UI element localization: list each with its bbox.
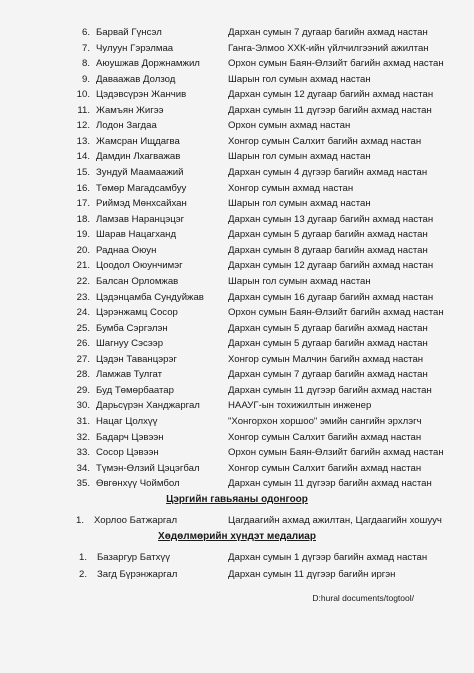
list-item	[0, 290, 474, 305]
list-item	[0, 25, 474, 40]
item-number: 30.	[76, 400, 90, 412]
list-item	[0, 445, 474, 460]
person-description: Хонгор сумын Салхит багийн ахмад настан	[228, 431, 422, 443]
item-number: 10.	[76, 89, 90, 101]
list-item	[0, 398, 474, 413]
item-number: 20.	[76, 244, 90, 256]
section-heading-labor: Хөдөлмөрийн хүндэт медалиар	[158, 531, 316, 542]
list-item	[0, 41, 474, 56]
item-number: 6.	[81, 27, 90, 38]
person-name: Түмэн-Өлзий Цэцэгбал	[96, 462, 200, 474]
list-item	[0, 305, 474, 320]
list-item	[0, 352, 474, 367]
item-number: 32.	[76, 431, 90, 443]
item-number: 17.	[76, 198, 90, 210]
list-item	[0, 336, 474, 351]
item-number: 29.	[76, 384, 90, 396]
person-name: Даваажав Долзод	[96, 73, 176, 85]
item-number: 24.	[76, 307, 90, 319]
item-number: 19.	[76, 229, 90, 241]
person-name: Барвай Гүнсэл	[96, 27, 162, 38]
person-description: Дархан сумын 11 дүгээр багийн ахмад настан	[228, 384, 432, 396]
item-number: 23.	[76, 291, 90, 303]
list-item	[0, 461, 474, 476]
person-description: Шарын гол сумын ахмад настан	[228, 151, 371, 163]
person-description: Дархан сумын 8 дугаар багийн ахмад настан	[228, 244, 428, 256]
person-name: Чулуун Гэрэлмаа	[96, 42, 174, 54]
list-item	[0, 321, 474, 336]
person-description: Дархан сумын 5 дугаар багийн ахмад настан	[228, 338, 428, 350]
person-description: Орхон сумын Баян-Өлзийт багийн ахмад настан	[228, 307, 444, 319]
list-item	[0, 227, 474, 242]
person-description: Дархан сумын 13 дугаар багийн ахмад настан	[228, 213, 434, 225]
list-item	[0, 550, 474, 565]
person-description: Дархан сумын 4 дүгээр багийн ахмад настан	[228, 167, 428, 179]
list-item	[0, 72, 474, 87]
list-item	[0, 274, 474, 289]
person-name: Цэрэнжамц Сосор	[96, 307, 178, 319]
person-description: Хонгор сумын Салхит багийн ахмад настан	[228, 462, 422, 474]
item-number: 13.	[76, 135, 90, 147]
person-description: Дархан сумын 16 дугаар багийн ахмад настан	[228, 291, 434, 303]
file-path-footer: D:hural documents/togtool/	[312, 593, 414, 603]
person-description: Дархан сумын 11 дүгээр багийн ахмад настан	[228, 104, 432, 116]
list-item	[0, 118, 474, 133]
person-name: Зундуй Маамаажий	[96, 167, 184, 179]
person-name: Бадарч Цэвээн	[96, 431, 164, 443]
person-description: Шарын гол сумын ахмад настан	[228, 275, 371, 287]
person-name: Цоодол Оюунчимэг	[96, 260, 183, 272]
person-name: Шарав Нацагханд	[96, 229, 177, 241]
person-description: Орхон сумын ахмад настан	[228, 120, 351, 132]
person-name: Жамсран Ищдагва	[96, 135, 180, 147]
person-description: Дархан сумын 12 дугаар багийн ахмад настан	[228, 89, 434, 101]
list-item	[0, 383, 474, 398]
list-item	[0, 134, 474, 149]
person-name: Раднаа Оюун	[96, 244, 157, 256]
person-name: Жамъян Жигээ	[96, 104, 164, 116]
person-name: Ламзав Наранцэцэг	[96, 213, 185, 225]
item-number: 28.	[76, 369, 90, 381]
list-item	[0, 243, 474, 258]
person-description: Хонгор сумын Малчин багийн ахмад настан	[228, 353, 424, 365]
person-description: Шарын гол сумын ахмад настан	[228, 198, 371, 210]
person-name: Нацаг Цолхүү	[96, 416, 158, 427]
person-name: Базаргур Батхүү	[97, 552, 170, 563]
list-item	[0, 367, 474, 382]
person-description: Дархан сумын 12 дугаар багийн ахмад настан	[228, 260, 434, 272]
person-name: Дамдин Лхагважав	[96, 151, 181, 163]
item-number: 9.	[81, 73, 90, 85]
person-description: Дархан сумын 7 дугаар багийн ахмад настан	[228, 27, 428, 38]
person-description: Хонгор сумын Салхит багийн ахмад настан	[228, 135, 422, 147]
list-item	[0, 87, 474, 102]
person-name: Лодон Загдаа	[96, 120, 157, 132]
item-number: 14.	[76, 151, 90, 163]
list-item	[0, 165, 474, 180]
person-description: Орхон сумын Баян-Өлзийт багийн ахмад настан	[228, 447, 444, 459]
item-number: 27.	[76, 353, 90, 365]
item-number: 35.	[76, 478, 90, 490]
list-item	[0, 258, 474, 273]
person-description: Дархан сумын 11 дүгээр багийн ахмад настан	[228, 478, 432, 490]
item-number: 1.	[75, 515, 84, 526]
person-name: Риймэд Мөнхсайхан	[96, 198, 187, 210]
item-number: 22.	[76, 275, 90, 287]
item-number: 12.	[76, 120, 90, 132]
list-item	[0, 56, 474, 71]
list-item	[0, 103, 474, 118]
person-name: Буд Төмөрбаатар	[96, 384, 174, 396]
list-item	[0, 181, 474, 196]
item-number: 8.	[81, 58, 90, 70]
person-description: Дархан сумын 7 дугаар багийн ахмад настан	[228, 369, 428, 381]
person-description: Дархан сумын 11 дүгээр багийн иргэн	[228, 568, 396, 580]
item-number: 11.	[77, 104, 90, 116]
person-name: Бумба Сэргэлэн	[96, 322, 168, 334]
section-heading-military: Цэргийн гавьяаны одонгоор	[166, 494, 308, 505]
person-name: Цэдэвсүрэн Жанчив	[96, 89, 187, 101]
person-name: Шагнуу Сэсээр	[96, 338, 164, 350]
person-description: Дархан сумын 5 дугаар багийн ахмад настан	[228, 322, 428, 334]
person-name: Дарьсүрэн Ханджаргал	[96, 400, 200, 412]
person-name: Төмөр Магадсамбуу	[96, 182, 187, 194]
person-description: Орхон сумын Баян-Өлзийт багийн ахмад настан	[228, 58, 444, 70]
person-name: Загд Бүрэнжаргал	[97, 568, 178, 580]
item-number: 31.	[76, 416, 90, 427]
item-number: 34.	[76, 462, 90, 474]
person-name: Сосор Цэвээн	[96, 447, 159, 459]
person-name: Өвгөнхүү Чоймбол	[96, 478, 180, 490]
person-name: Аюушжав Доржнамжил	[96, 58, 200, 70]
list-item	[0, 476, 474, 491]
person-name: Цэдэн Таванцэрэг	[96, 353, 177, 365]
item-number: 33.	[76, 447, 90, 459]
list-item	[0, 567, 474, 582]
item-number: 7.	[81, 42, 90, 54]
item-number: 15.	[76, 167, 90, 179]
item-number: 26.	[76, 338, 90, 350]
person-name: Хорлоо Батжаргал	[94, 515, 178, 526]
person-name: Ламжав Тулгат	[96, 369, 163, 381]
list-item	[0, 149, 474, 164]
person-description: Дархан сумын 1 дүгээр багийн ахмад настан	[228, 552, 428, 563]
person-description: Цагдаагийн ахмад ажилтан, Цагдаагийн хошууч	[228, 515, 442, 526]
person-name: Балсан Орломжав	[96, 275, 179, 287]
person-description: Дархан сумын 5 дугаар багийн ахмад настан	[228, 229, 428, 241]
list-item	[0, 196, 474, 211]
item-number: 2.	[78, 568, 87, 580]
person-name: Цэдэнцамба Сундуйжав	[96, 291, 204, 303]
person-description: Ганга-Элмоо ХХК-ийн үйлчилгээний ажилтан	[228, 42, 429, 54]
item-number: 18.	[76, 213, 90, 225]
list-item	[0, 513, 474, 528]
person-description: "Хонгорхон хоршоо" эмийн сангийн эрхлэгч	[228, 416, 422, 427]
person-description: Шарын гол сумын ахмад настан	[228, 73, 371, 85]
item-number: 1.	[78, 552, 87, 563]
list-item	[0, 430, 474, 445]
item-number: 25.	[76, 322, 90, 334]
person-description: НААУГ-ын тохижилтын инженер	[228, 400, 372, 412]
item-number: 16.	[76, 182, 90, 194]
list-item	[0, 212, 474, 227]
list-item	[0, 414, 474, 429]
person-description: Хонгор сумын ахмад настан	[228, 182, 354, 194]
item-number: 21.	[76, 260, 90, 272]
